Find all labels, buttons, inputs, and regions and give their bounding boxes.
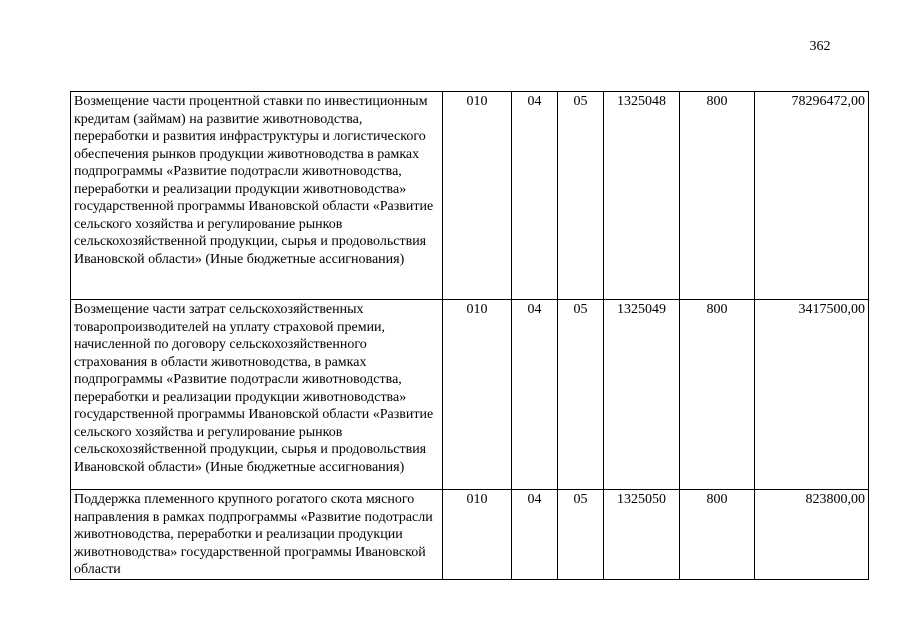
budget-table (70, 91, 869, 580)
row-amount: 823800,00 (755, 490, 869, 580)
table-row (71, 300, 869, 490)
row-code-4: 1325050 (604, 490, 680, 580)
row-description: Возмещение части затрат сельскохозяйственных товаропроизводителей на уплату страховой премии, начисленной по договору сельскохозяйственного страхования в области животноводства, в рамках подпрограммы «Развитие подотрасли животноводства, переработки и реализации продукции животноводства» государственной программы Ивановской области «Развитие сельского хозяйства и регулирование рынков сельскохозяйственной продукции, сырья и продовольствия Ивановской области» (Иные бюджетные ассигнования) (71, 300, 443, 490)
table-row (71, 92, 869, 300)
row-code-2: 04 (512, 300, 558, 490)
row-code-5: 800 (680, 490, 755, 580)
page-number: 362 (809, 39, 831, 54)
row-code-2: 04 (512, 490, 558, 580)
row-code-3: 05 (558, 92, 604, 300)
row-code-4: 1325049 (604, 300, 680, 490)
table-row (71, 490, 869, 580)
row-code-1: 010 (443, 92, 512, 300)
row-code-2: 04 (512, 92, 558, 300)
row-code-1: 010 (443, 490, 512, 580)
row-code-5: 800 (680, 92, 755, 300)
row-description: Возмещение части процентной ставки по инвестиционным кредитам (займам) на развитие животноводства, переработки и развития инфраструктуры и логистического обеспечения рынков продукции животноводства в рамках подпрограммы «Развитие подотрасли животноводства, переработки и реализации продукции животноводства» государственной программы Ивановской области «Развитие сельского хозяйства и регулирование рынков сельскохозяйственной продукции, сырья и продовольствия Ивановской области» (Иные бюджетные ассигнования) (71, 92, 443, 300)
row-code-3: 05 (558, 300, 604, 490)
row-code-5: 800 (680, 300, 755, 490)
row-code-1: 010 (443, 300, 512, 490)
row-code-3: 05 (558, 490, 604, 580)
row-description: Поддержка племенного крупного рогатого скота мясного направления в рамках подпрограммы «Развитие подотрасли животноводства, переработки и реализации продукции животноводства» государственной программы Ивановской области (71, 490, 443, 580)
row-amount: 3417500,00 (755, 300, 869, 490)
row-code-4: 1325048 (604, 92, 680, 300)
row-amount: 78296472,00 (755, 92, 869, 300)
